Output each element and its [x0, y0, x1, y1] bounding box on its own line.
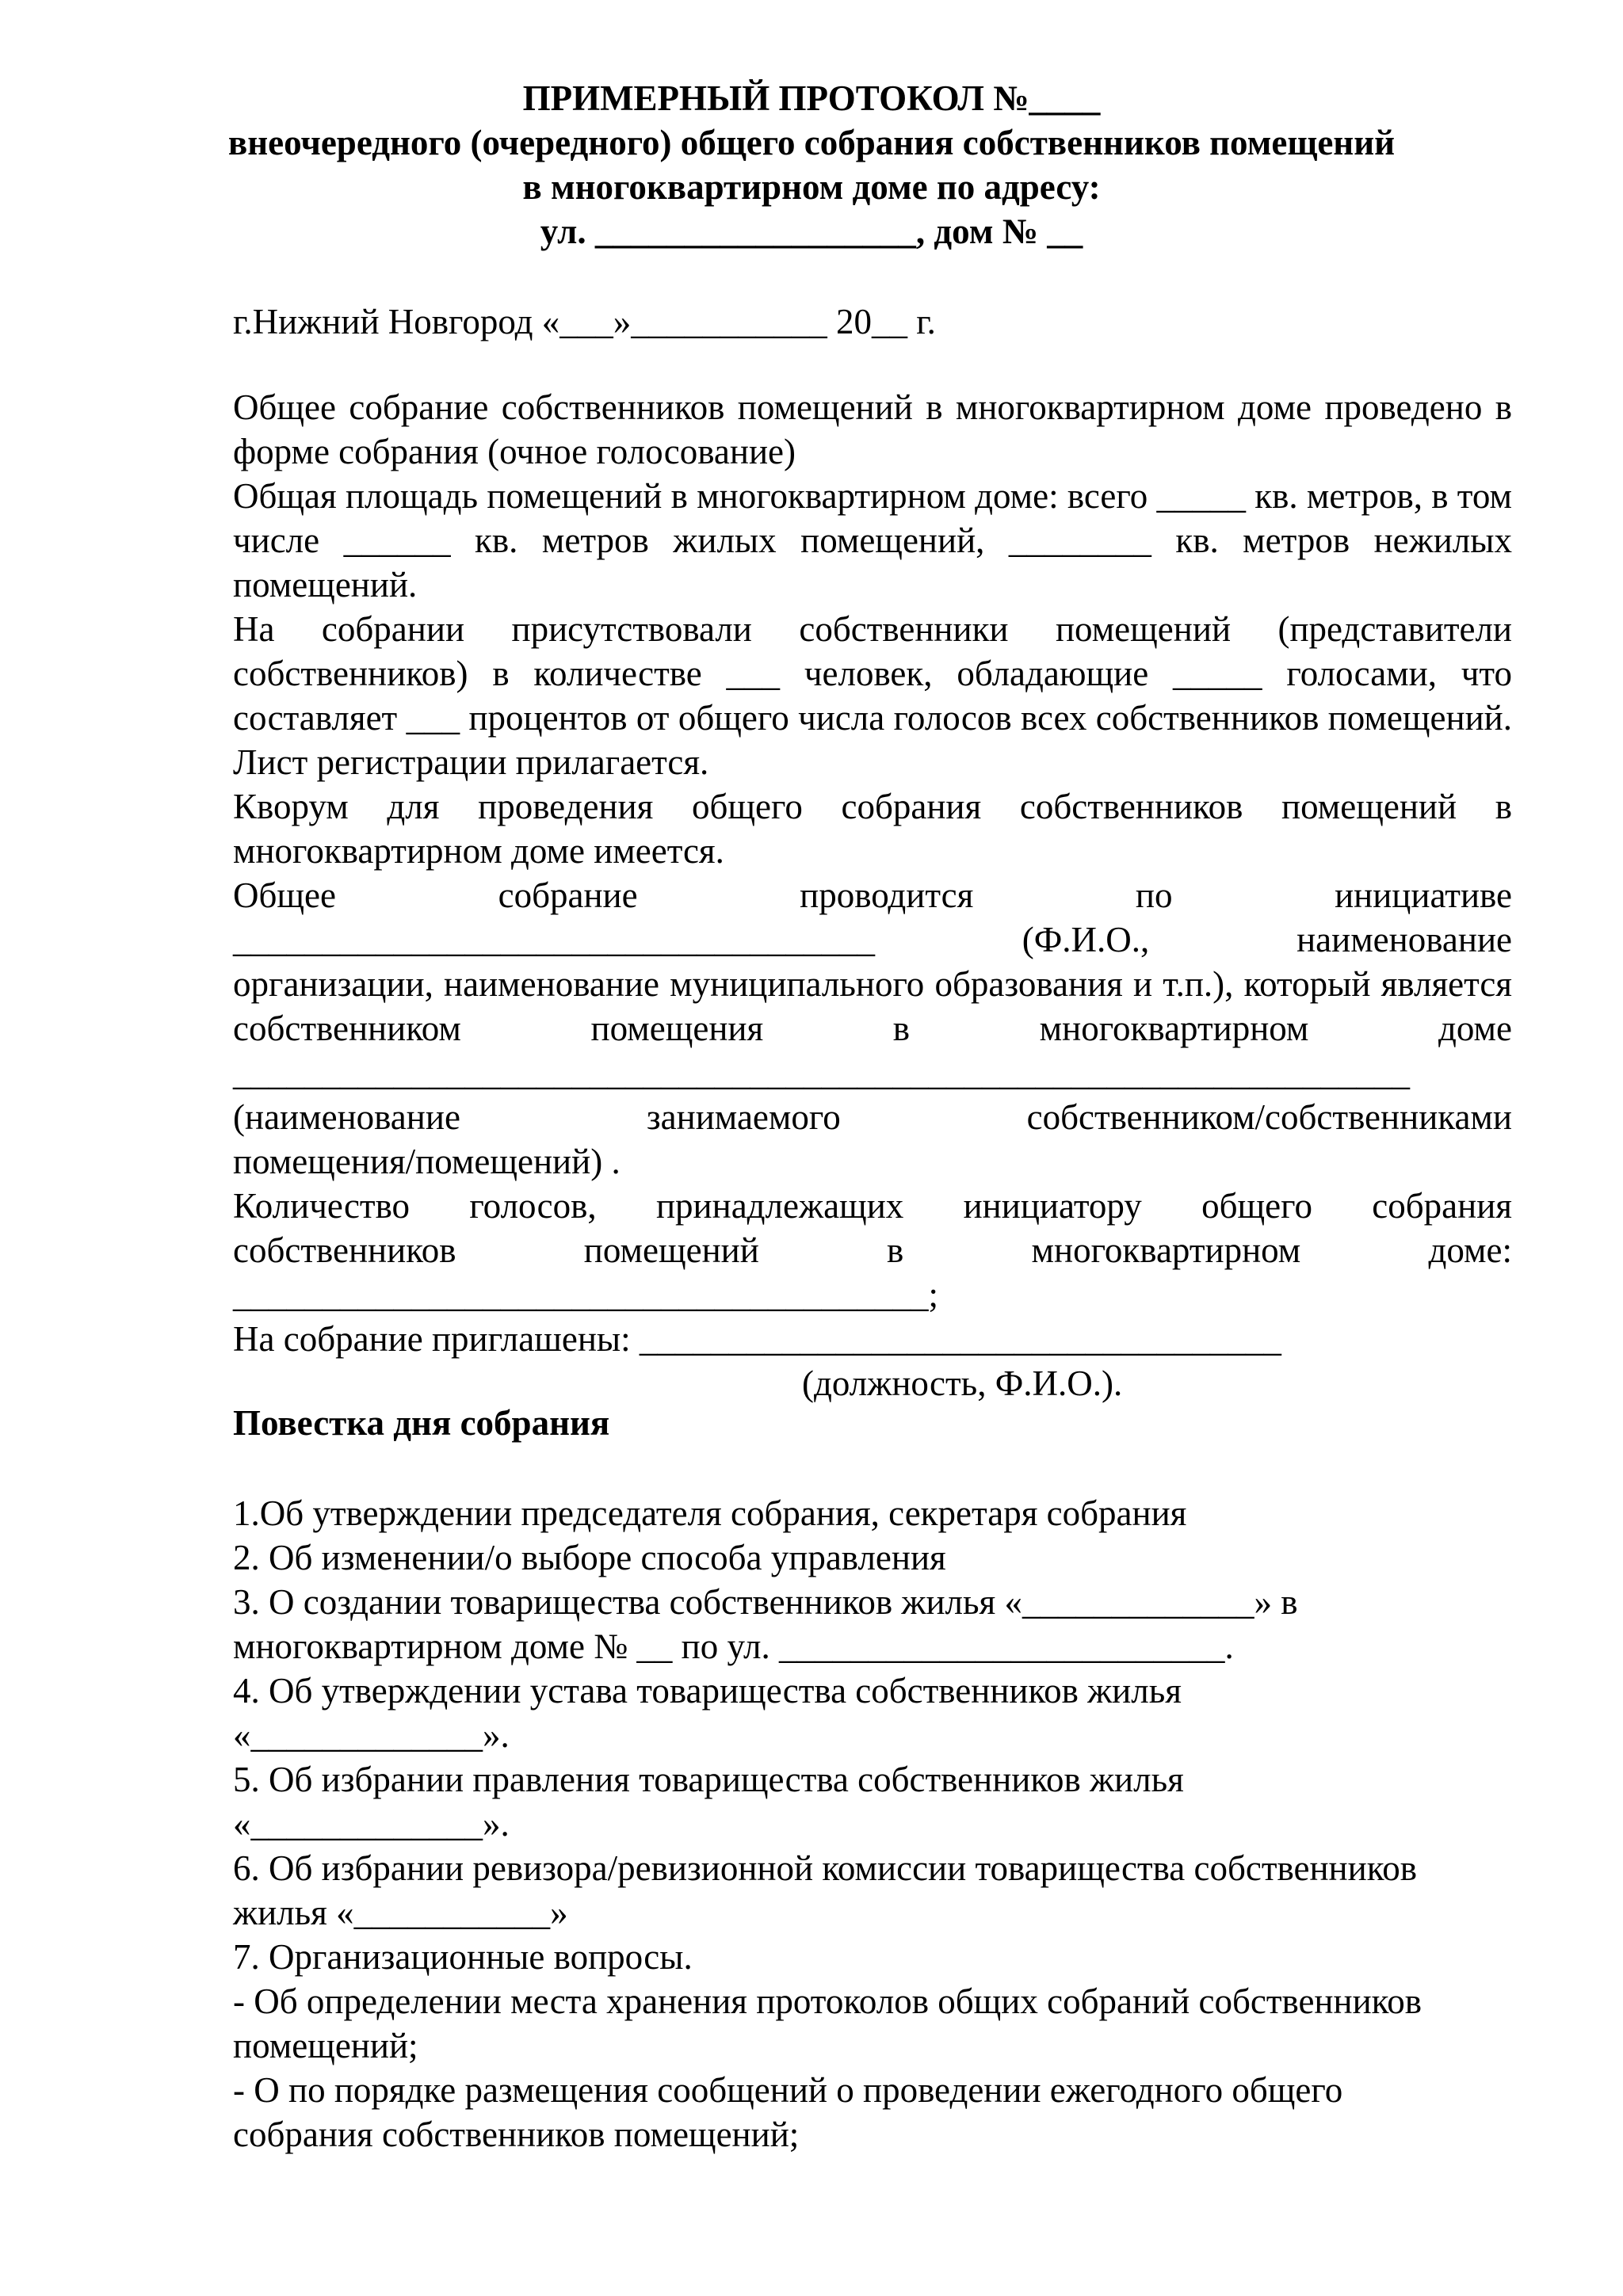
attendance-paragraph: На собрании присутствовали собственники помещений (представители собственников) в количестве ___ человек, обладающие _____ голосами, что составляет ___ процентов от общего числа голосов всех собственников помещений. Лист регистрации прилагается. [233, 609, 1512, 782]
invited-caption: (должность, Ф.И.О.). [802, 1363, 1123, 1403]
city-date-line: г.Нижний Новгород «___»___________ 20__ г. [233, 302, 936, 341]
agenda-line: - О по порядке размещения сообщений о проведении ежегодного общего [233, 2070, 1343, 2110]
protocol-subtitle: внеочередного (очередного) общего собрания собственников помещений [227, 123, 1396, 162]
agenda-line: многоквартирном доме № __ по ул. _________________________. [233, 1627, 1234, 1666]
agenda-line: 6. Об избрании ревизора/ревизионной комиссии товарищества собственников [233, 1848, 1418, 1888]
meeting-form-paragraph: Общее собрание собственников помещений в многоквартирном доме проведено в форме собрания (очное голосование) [233, 387, 1512, 471]
initiative-paragraph: организации, наименование муниципального образования и т.п.), который является собственником помещения в многоквартирном доме [233, 964, 1512, 1048]
votes-line-1: Количество голосов, принадлежащих инициатору общего собрания [233, 1186, 1512, 1226]
quorum-paragraph: Кворум для проведения общего собрания собственников помещений в многоквартирном доме имеется. [233, 787, 1512, 871]
agenda-line: помещений; [233, 2026, 418, 2065]
agenda-line: «_____________». [233, 1715, 510, 1755]
protocol-address-label: в многоквартирном доме по адресу: [522, 167, 1101, 207]
protocol-title: ПРИМЕРНЫЙ ПРОТОКОЛ №____ [522, 78, 1101, 118]
agenda-line: 2. Об изменении/о выборе способа управления [233, 1538, 946, 1577]
agenda-line: 7. Организационные вопросы. [233, 1937, 693, 1977]
agenda-line: 4. Об утверждении устава товарищества собственников жилья [233, 1671, 1182, 1711]
premises-name-line: (наименование занимаемого собственником/собственниками [233, 1097, 1512, 1137]
agenda-line: собрания собственников помещений; [233, 2115, 800, 2154]
agenda-line: 5. Об избрании правления товарищества собственников жилья [233, 1760, 1184, 1799]
agenda-line: 1.Об утверждении председателя собрания, секретаря собрания [233, 1493, 1187, 1533]
agenda-title: Повестка дня собрания [233, 1403, 610, 1443]
agenda-line: 3. О создании товарищества собственников жилья «_____________» в [233, 1582, 1298, 1622]
initiative-line-2: ____________________________________ (Ф.И.О., наименование [233, 920, 1512, 959]
votes-line-2: собственников помещений в многоквартирном доме: [233, 1230, 1512, 1270]
invited-line: На собрание приглашены: ____________________________________ [233, 1319, 1281, 1359]
protocol-address-line: ул. __________________, дом № __ [540, 212, 1083, 251]
agenda-line: «_____________». [233, 1804, 510, 1844]
premises-end-line: помещения/помещений) . [233, 1142, 621, 1181]
agenda-list [233, 1491, 1517, 2157]
agenda-line: - Об определении места хранения протоколов общих собраний собственников [233, 1981, 1423, 2021]
document-body [233, 385, 1512, 1405]
agenda-line: жилья «___________» [233, 1893, 568, 1932]
document-header [0, 76, 1623, 254]
premises-blank-line: __________________________________________________________________ [233, 1053, 1410, 1093]
votes-blank-line: _______________________________________; [233, 1275, 939, 1314]
initiative-line-1: Общее собрание проводится по инициативе [233, 875, 1512, 915]
area-paragraph: Общая площадь помещений в многоквартирном доме: всего _____ кв. метров, в том числе ______ кв. метров жилых помещений, ________ кв. метров нежилых помещений. [233, 476, 1512, 605]
